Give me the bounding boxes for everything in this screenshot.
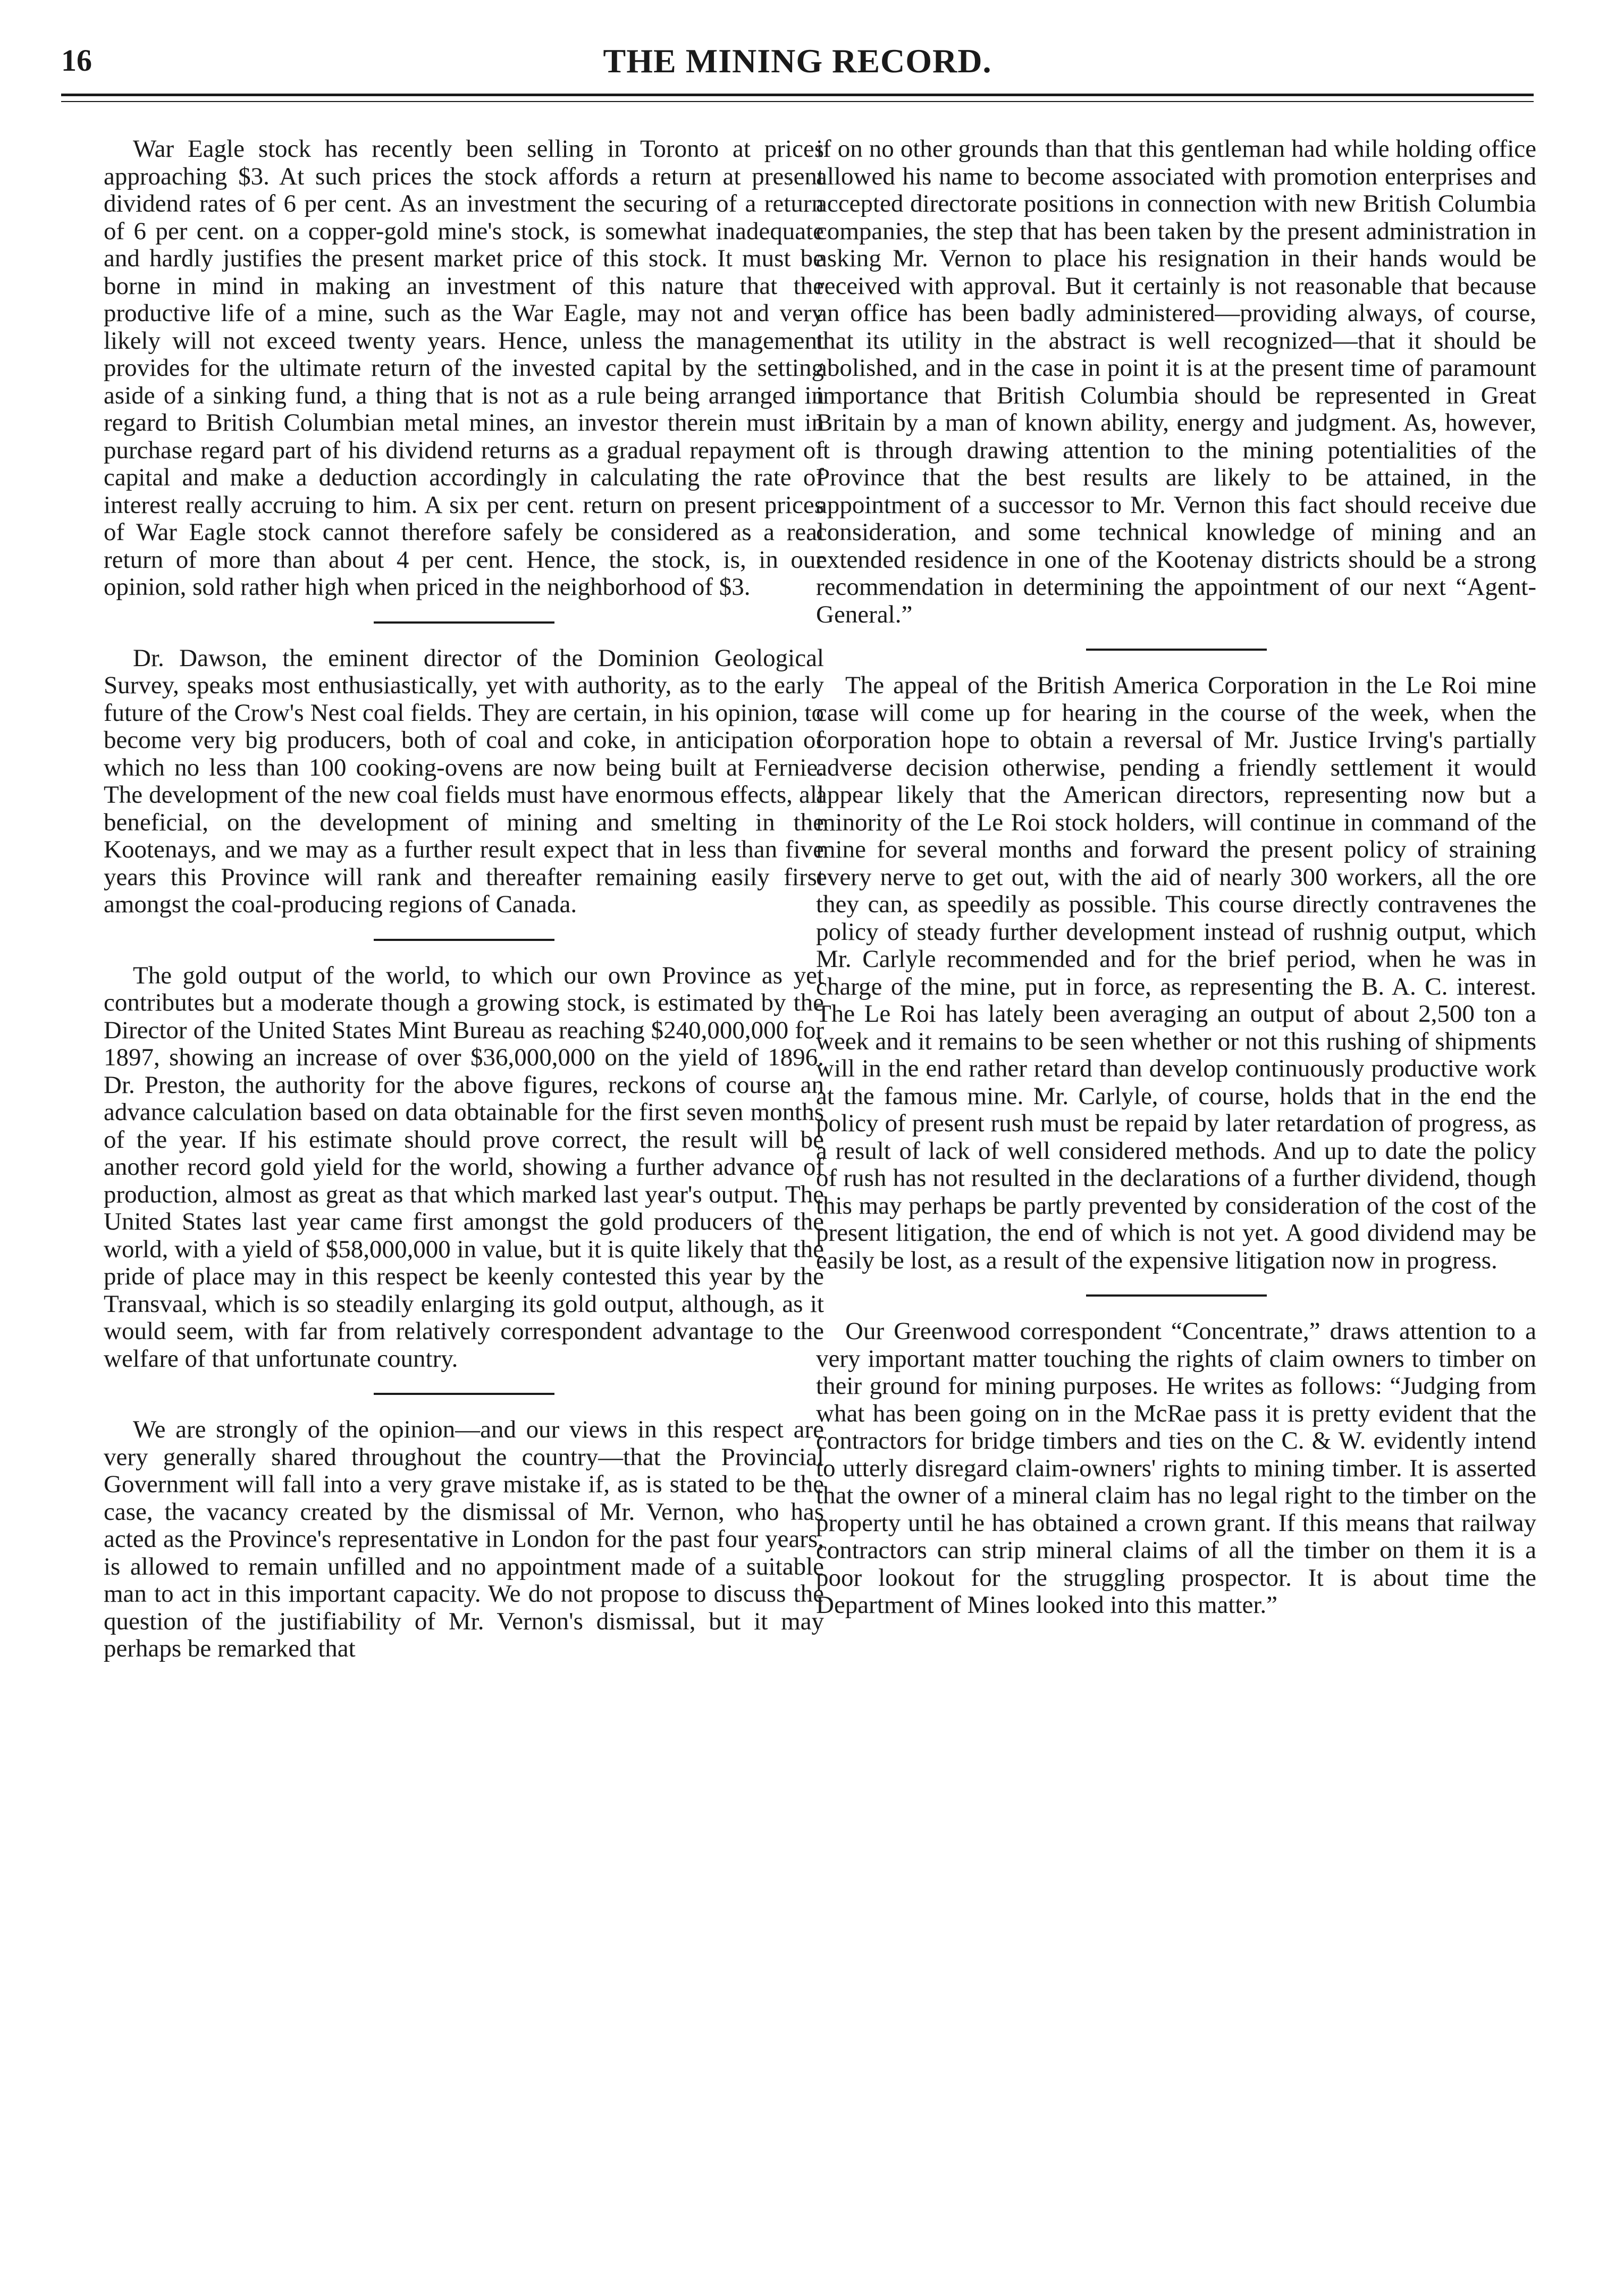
article-agent-general: We are strongly of the opinion—and our views in this respect are very generally shared throughout the country—that the Provincial Government will fall into a very grave mistake if, as is stated to be the case, the vacancy created by the dismissal of Mr. Vernon, who has acted as the Province's representative in London for the past four years, is allowed to remain unfilled and no appointment made of a suitable man to act in this important capacity. We do not propose to discuss the question of the justifiability of Mr. Vernon's dismissal, but it may perhaps be remarked that bbox=[104, 1416, 824, 1662]
article-gold-output: The gold output of the world, to which our own Province as yet contributes but a moderate though a growing stock, is estimated by the Director of the United States Mint Bureau as reaching $240,000,000 for 1897, showing an increase of over $36,000,000 on the yield of 1896. Dr. Preston, the authority for the above figures, reckons of course an advance calculation based on data obtainable for the first seven months of the year. If his estimate should prove correct, the result will be another record gold yield for the world, showing a further advance of production, almost as great as that which marked last year's output. The United States last year came first amongst the gold producers of the world, with a yield of $58,000,000 in value, but it is quite likely that the pride of place may in this respect be keenly contested this year by the Transvaal, which is so steadily enlarging its gold output, although, as it would seem, with far from relatively correspondent advantage to the welfare of that unfortunate country. bbox=[104, 961, 824, 1373]
section-divider bbox=[374, 621, 554, 624]
article-war-eagle-stock: War Eagle stock has recently been selling in Toronto at prices approaching $3. At such prices the stock affords a return at present dividend rates of 6 per cent. As an investment the securing of a return of 6 per cent. on a copper-gold mine's stock, is somewhat inadequate and hardly justifies the present market price of this stock. It must be borne in mind in making an investment of this nature that the productive life of a mine, such as the War Eagle, may not and very likely will not exceed twenty years. Hence, unless the management provides for the ultimate return of the invested capital by the setting aside of a sinking fund, a thing that is not as a rule being arranged in regard to British Columbian metal mines, an investor therein must in purchase regard part of his dividend returns as a gradual repayment of capital and make a deduction accordingly in calculating the rate of interest really accruing to him. A six per cent. return on present prices of War Eagle stock cannot therefore safely be considered as a real return of more than about 4 per cent. Hence, the stock, is, in our opinion, sold rather high when priced in the neighborhood of $3. bbox=[104, 135, 824, 601]
page-header bbox=[61, 37, 1534, 85]
article-claim-timber-rights: Our Greenwood correspondent “Concentrate,” draws attention to a very important matter touching the rights of claim owners to timber on their ground for mining purposes. He writes as follows: “Judging from what has been going on in the McRae pass it is pretty evident that the contractors for bridge timbers and ties on the C. & W. evidently intend to utterly disregard claim-owners' rights to mining timber. It is asserted that the owner of a mineral claim has no legal right to the timber on the property until he has obtained a crown grant. If this means that railway contractors can strip mineral claims of all the timber on them it is a poor lookout for the struggling prospector. It is about time the Department of Mines looked into this matter.” bbox=[816, 1317, 1536, 1619]
publication-title: THE MINING RECORD. bbox=[603, 42, 992, 80]
article-le-roi-appeal: The appeal of the British America Corporation in the Le Roi mine case will come up for hearing in the course of the week, when the corporation hope to obtain a reversal of Mr. Justice Irving's partially adverse decision otherwise, pending a friendly settlement it would appear likely that the American directors, representing now but a minority of the Le Roi stock holders, will continue in command of the mine for several months and forward the present policy of straining every nerve to get out, with the aid of nearly 300 workers, all the ore they can, as speedily as possible. This course directly contravenes the policy of steady further development instead of rushnig output, which Mr. Carlyle recommended and for the brief period, when he was in charge of the mine, put in force, as representing the B. A. C. interest. The Le Roi has lately been averaging an output of about 2,500 ton a week and it remains to be seen whether or not this rushing of shipments will in the end rather retard than develop continuously productive work at the famous mine. Mr. Carlyle, of course, holds that in the end the policy of present rush must be repaid by later retardation of progress, as a result of lack of well considered methods. And up to date the policy of rush has not resulted in the declarations of a further dividend, though this may perhaps be partly prevented by consideration of the cost of the present litigation, the end of which is not yet. A good dividend may be easily be lost, as a result of the expensive litigation now in progress. bbox=[816, 671, 1536, 1274]
section-divider bbox=[1086, 649, 1267, 651]
left-column bbox=[104, 136, 824, 1663]
article-crows-nest-coal: Dr. Dawson, the eminent director of the Dominion Geological Survey, speaks most enthusiastically, yet with authority, as to the early future of the Crow's Nest coal fields. They are certain, in his opinion, to become very big producers, both of coal and coke, in anticipation of which no less than 100 cooking-ovens are now being built at Fernie. The development of the new coal fields must have enormous effects, all beneficial, on the development of mining and smelting in the Kootenays, and we may as a further result expect that in less than five years this Province will rank and thereafter remaining easily first amongst the coal-producing regions of Canada. bbox=[104, 644, 824, 918]
section-divider bbox=[374, 939, 554, 941]
page-number: 16 bbox=[61, 43, 92, 78]
header-rule-thin bbox=[61, 101, 1534, 102]
article-agent-general-continued: if on no other grounds than that this gentleman had while holding office allowed his name to become associated with promotion enterprises and accepted directorate positions in connection with new British Columbia companies, the step that has been taken by the present administration in asking Mr. Vernon to place his resignation in their hands would be received with approval. But it certainly is not reasonable that because an office has been badly administered—providing always, of course, that its utility in the abstract is well recognized—that it should be abolished, and in the case in point it is at the present time of paramount importance that British Columbia should be represented in Great Britain by a man of known ability, energy and judgment. As, however, it is through drawing attention to the mining potentialities of the Province that the best results are likely to be attained, in the appointment of a successor to Mr. Vernon this fact should receive due consideration, and some technical knowledge of mining and an extended residence in one of the Kootenay districts should be a strong recommendation in determining the appointment of our next “Agent-General.” bbox=[816, 135, 1536, 628]
header-rule-thick bbox=[61, 94, 1534, 96]
section-divider bbox=[1086, 1294, 1267, 1297]
right-column bbox=[816, 136, 1536, 1619]
section-divider bbox=[374, 1393, 554, 1395]
